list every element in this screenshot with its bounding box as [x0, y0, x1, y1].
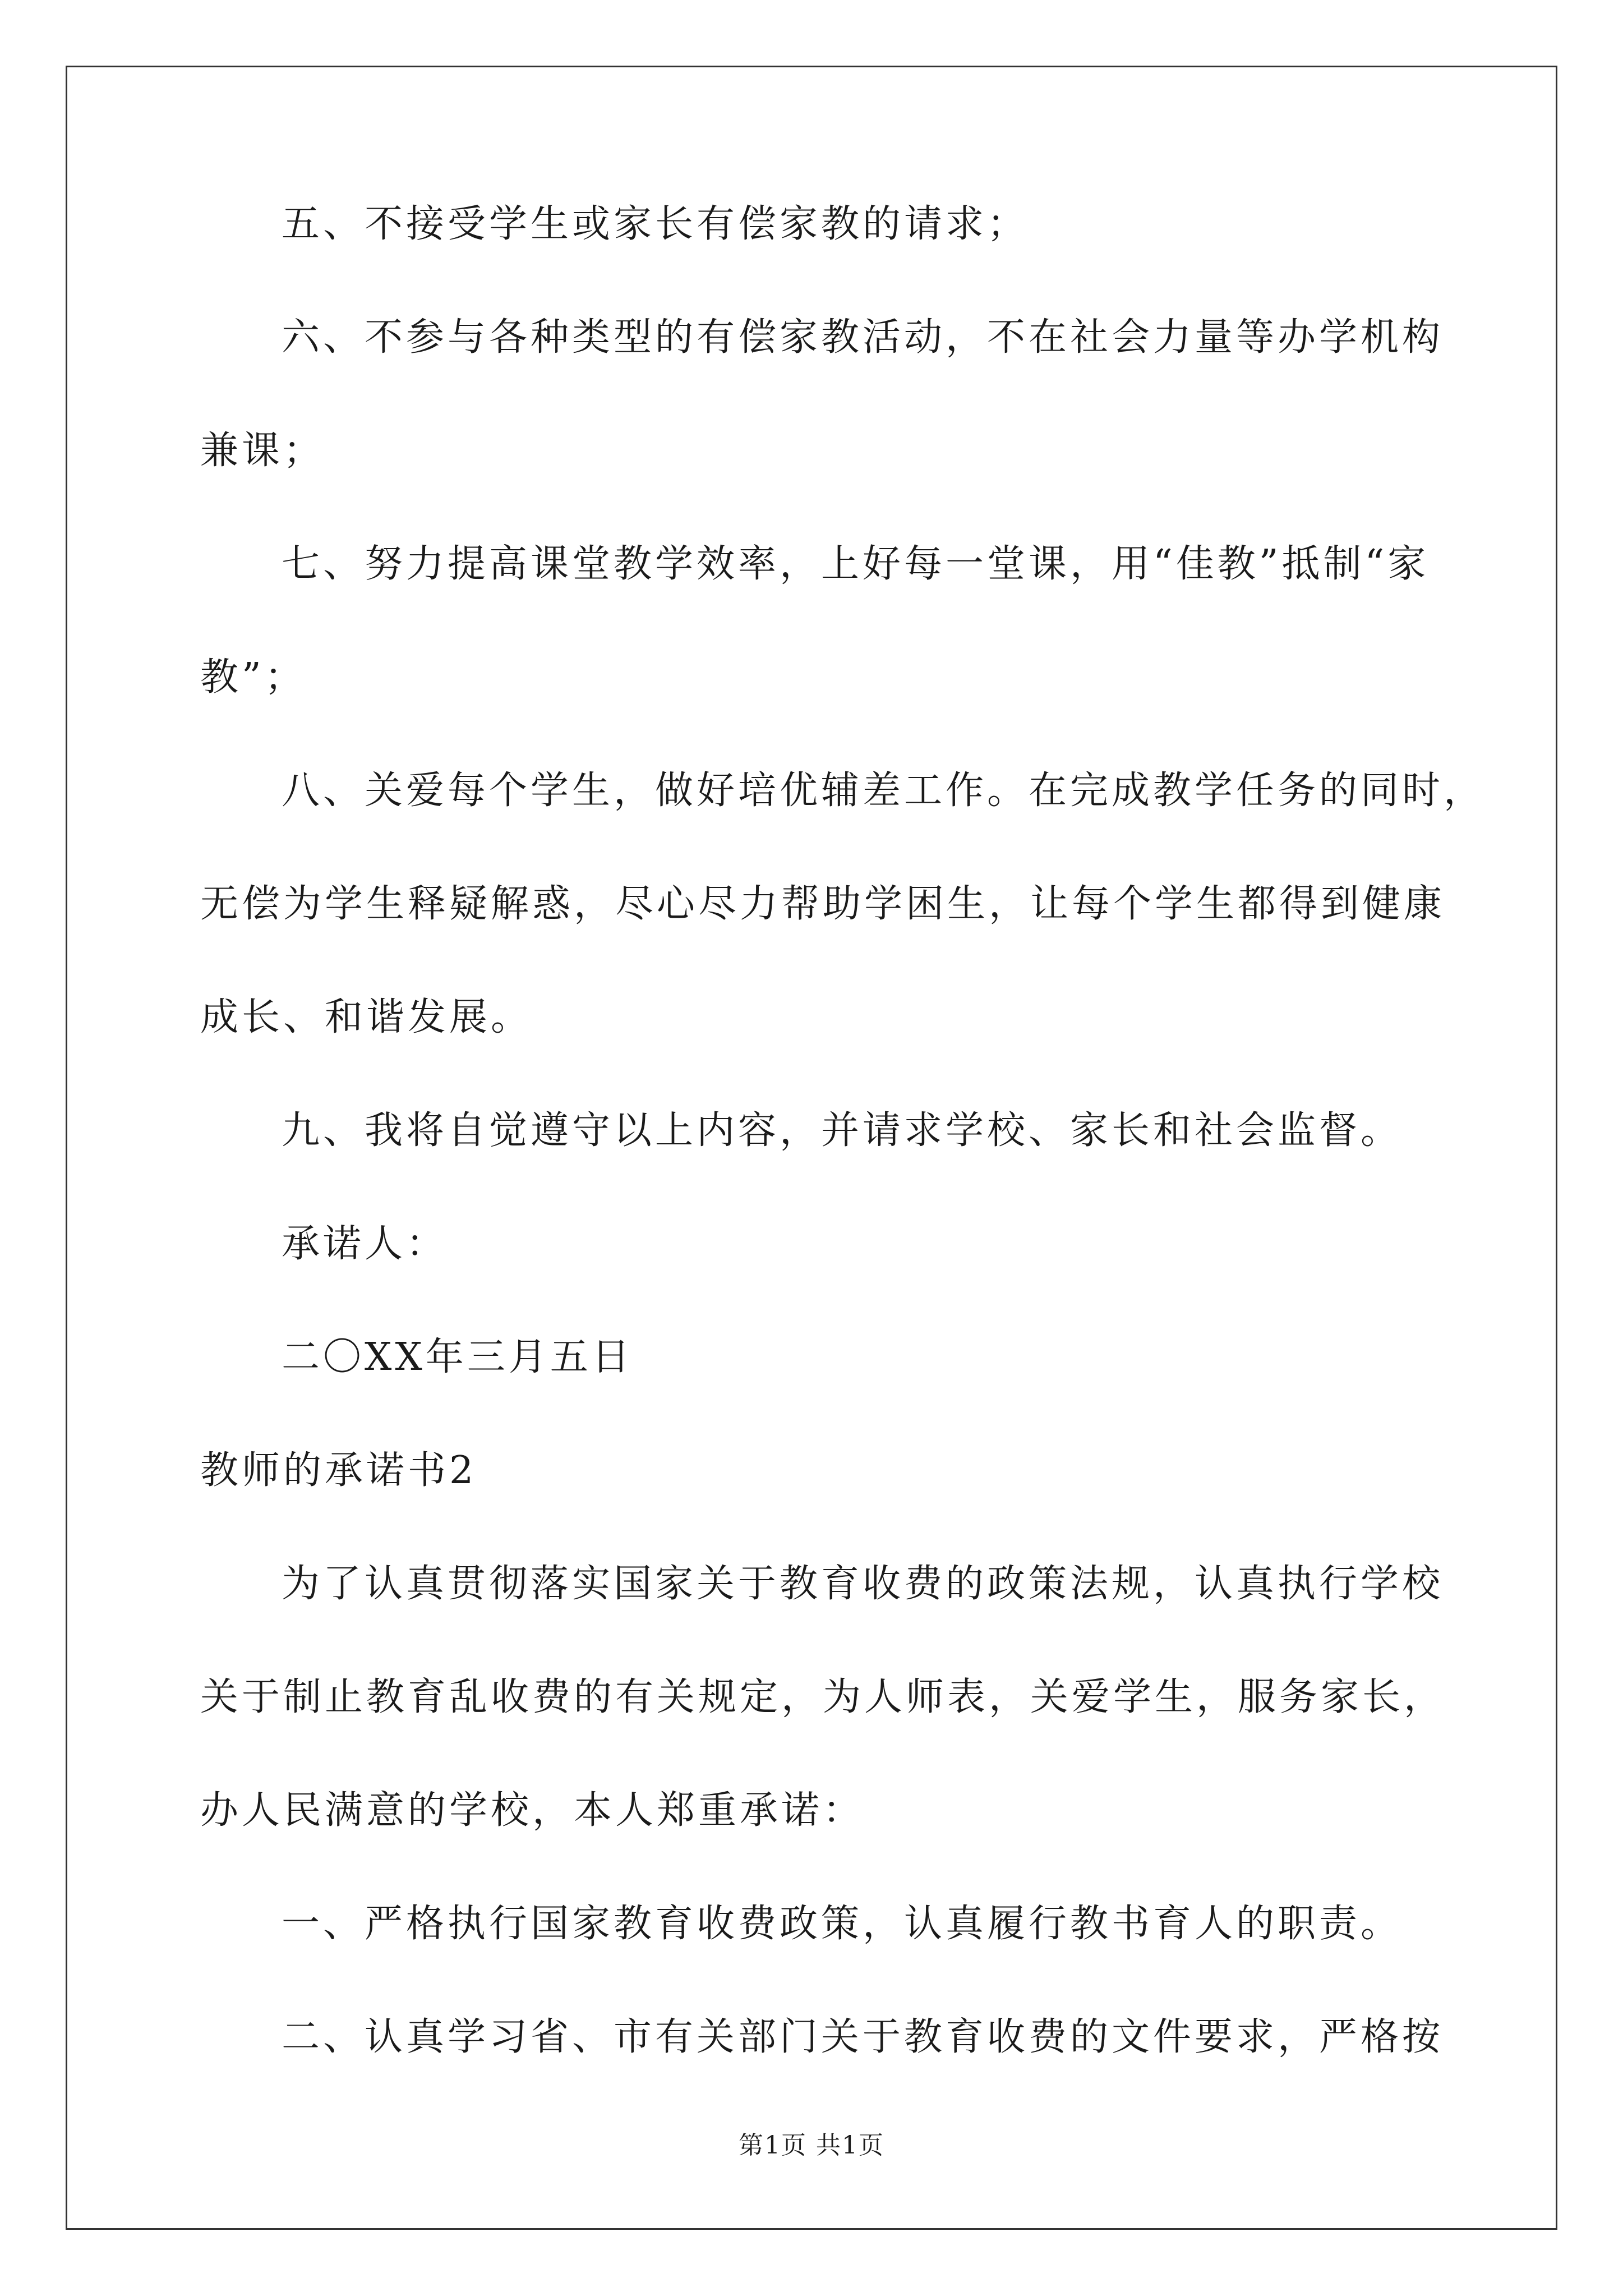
page-footer: 第1页 共1页: [739, 2131, 884, 2160]
section-title: 教师的承诺书2: [200, 1448, 477, 1493]
signer-label: 承诺人：: [282, 1222, 448, 1266]
intro-paragraph-line-2: 关于制止教育乱收费的有关规定，为人师表，关爱学生，服务家长，: [200, 1675, 1446, 1719]
pledge-item-2-line-1: 二、认真学习省、市有关部门关于教育收费的文件要求，严格按: [282, 2015, 1444, 2059]
paragraph-item-5: 五、不接受学生或家长有偿家教的请求；: [282, 202, 1029, 246]
intro-paragraph-line-1: 为了认真贯彻落实国家关于教育收费的政策法规，认真执行学校: [282, 1562, 1444, 1606]
date-line: 二〇XX年三月五日: [282, 1335, 633, 1379]
paragraph-item-8-line-1: 八、关爱每个学生，做好培优辅差工作。在完成教学任务的同时，: [282, 769, 1486, 813]
paragraph-item-8-line-3: 成长、和谐发展。: [200, 995, 533, 1039]
paragraph-item-9: 九、我将自觉遵守以上内容，并请求学校、家长和社会监督。: [282, 1108, 1403, 1153]
paragraph-item-6-line-2: 兼课；: [200, 429, 325, 473]
paragraph-item-7-line-2: 教”；: [200, 655, 306, 700]
intro-paragraph-line-3: 办人民满意的学校，本人郑重承诺：: [200, 1788, 865, 1833]
paragraph-item-6-line-1: 六、不参与各种类型的有偿家教活动，不在社会力量等办学机构: [282, 315, 1444, 360]
paragraph-item-7-line-1: 七、努力提高课堂教学效率，上好每一堂课，用“佳教”抵制“家: [282, 542, 1430, 586]
pledge-item-1: 一、严格执行国家教育收费政策，认真履行教书育人的职责。: [282, 1902, 1403, 1946]
paragraph-item-8-line-2: 无偿为学生释疑解惑，尽心尽力帮助学困生，让每个学生都得到健康: [200, 882, 1446, 926]
